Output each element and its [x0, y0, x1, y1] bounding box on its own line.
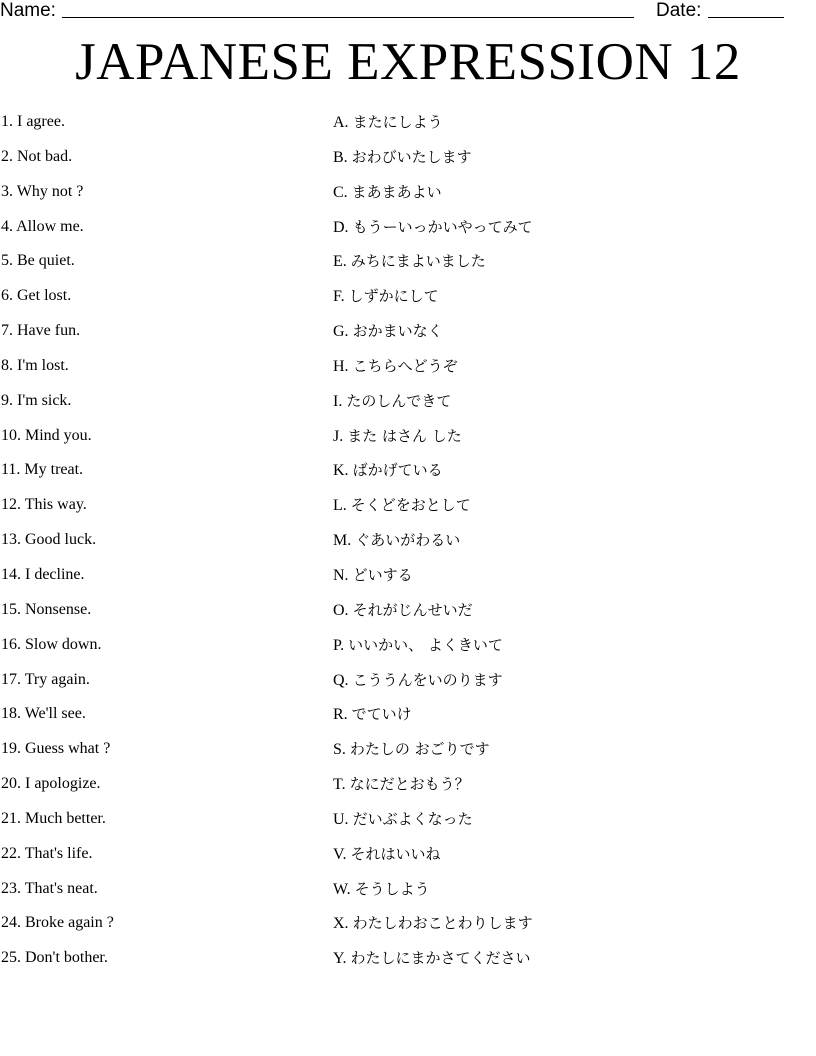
- question-item: 6. Get lost.: [1, 287, 72, 305]
- question-item: 5. Be quiet.: [1, 252, 75, 270]
- matching-row: [0, 356, 816, 391]
- answer-item: [333, 495, 471, 516]
- answer-letter: U.: [333, 810, 349, 828]
- question-item: 8. I'm lost.: [1, 356, 69, 374]
- answer-letter: W.: [333, 880, 351, 898]
- page-title: JAPANESE EXPRESSION 12: [75, 33, 741, 91]
- answer-letter: T.: [333, 776, 346, 794]
- answer-letter: Q.: [333, 671, 349, 689]
- question-item: 18. We'll see.: [1, 705, 86, 723]
- answer-letter: F.: [333, 288, 345, 306]
- answer-text: おかまいなく: [352, 322, 443, 341]
- question-item: 24. Broke again ?: [1, 914, 114, 932]
- answer-item: [333, 913, 533, 934]
- answer-text: いいかい、 よくきいて: [348, 635, 503, 654]
- answer-letter: D.: [333, 218, 349, 236]
- question-item: 7. Have fun.: [1, 322, 81, 340]
- answer-text: わたしの おごりです: [349, 740, 490, 759]
- matching-row: [0, 600, 816, 635]
- question-item: 21. Much better.: [1, 809, 106, 827]
- question-item: 12. This way.: [1, 496, 87, 514]
- answer-letter: G.: [333, 323, 349, 341]
- answer-text: それがじんせいだ: [352, 600, 473, 619]
- answer-item: [333, 704, 412, 725]
- answer-letter: H.: [333, 357, 349, 375]
- matching-row: [0, 217, 816, 252]
- question-item: 11. My treat.: [1, 461, 84, 479]
- answer-item: [333, 530, 460, 551]
- answer-item: [333, 182, 442, 203]
- answer-text: またにしよう: [352, 113, 443, 131]
- answer-letter: M.: [333, 532, 352, 550]
- answer-item: [333, 112, 443, 133]
- question-item: 17. Try again.: [1, 670, 90, 688]
- question-item: 16. Slow down.: [1, 635, 102, 653]
- matching-list: [0, 112, 816, 983]
- answer-item: [333, 879, 430, 900]
- answer-item: [333, 321, 443, 342]
- answer-text: ぐあいがわるい: [355, 531, 461, 550]
- question-item: 14. I decline.: [1, 565, 85, 583]
- answer-item: [333, 948, 531, 969]
- matching-row: [0, 147, 816, 182]
- matching-row: [0, 879, 816, 914]
- answer-text: なにだとおもう？: [349, 775, 470, 794]
- answer-item: [333, 147, 472, 168]
- matching-row: [0, 286, 816, 321]
- answer-item: [333, 844, 441, 865]
- answer-text: しずかにして: [348, 287, 439, 306]
- name-blank-field[interactable]: [62, 17, 634, 18]
- matching-row: [0, 426, 816, 461]
- answer-letter: Y.: [333, 950, 347, 968]
- answer-text: そくどをおとして: [350, 496, 471, 515]
- date-blank-field[interactable]: [708, 17, 784, 18]
- answer-letter: K.: [333, 462, 349, 480]
- question-item: 3. Why not ?: [1, 182, 84, 200]
- answer-letter: A.: [333, 114, 349, 131]
- answer-item: [333, 670, 503, 691]
- question-item: 22. That's life.: [1, 844, 93, 862]
- matching-row: [0, 635, 816, 670]
- answer-letter: R.: [333, 706, 348, 724]
- answer-item: [333, 251, 486, 272]
- answer-letter: E.: [333, 253, 347, 271]
- answer-text: たのしんできて: [346, 391, 452, 410]
- answer-letter: N.: [333, 566, 349, 584]
- answer-text: だいぶよくなった: [352, 809, 473, 828]
- answer-letter: L.: [333, 497, 347, 515]
- question-item: 2. Not bad.: [1, 147, 73, 165]
- answer-text: こちらへどうぞ: [352, 356, 458, 375]
- question-item: 23. That's neat.: [1, 879, 98, 897]
- answer-item: [333, 356, 458, 377]
- matching-row: [0, 565, 816, 600]
- date-label: Date:: [656, 0, 702, 21]
- answer-text: こううんをいのります: [352, 670, 503, 689]
- answer-text: わたしわおことわりします: [352, 914, 533, 933]
- answer-letter: J.: [333, 427, 344, 445]
- matching-row: [0, 809, 816, 844]
- matching-row: [0, 670, 816, 705]
- matching-row: [0, 391, 816, 426]
- answer-item: [333, 739, 490, 760]
- answer-letter: V.: [333, 845, 347, 863]
- answer-item: [333, 460, 443, 481]
- answer-letter: C.: [333, 183, 348, 201]
- question-item: 19. Guess what ?: [1, 740, 111, 758]
- answer-item: [333, 600, 473, 621]
- answer-text: もうーいっかいやってみて: [352, 217, 533, 236]
- answer-letter: B.: [333, 148, 348, 166]
- answer-text: わたしにまかさてください: [350, 949, 531, 968]
- answer-text: おわびいたします: [351, 147, 472, 166]
- answer-item: [333, 809, 473, 830]
- matching-row: [0, 774, 816, 809]
- question-item: 9. I'm sick.: [1, 391, 72, 409]
- matching-row: [0, 913, 816, 948]
- answer-item: [333, 426, 462, 447]
- answer-text: また はさん した: [347, 426, 462, 445]
- answer-text: どいする: [352, 565, 413, 584]
- matching-row: [0, 460, 816, 495]
- matching-row: [0, 530, 816, 565]
- question-item: 1. I agree.: [1, 113, 65, 130]
- answer-letter: S.: [333, 741, 346, 759]
- matching-row: [0, 739, 816, 774]
- answer-item: [333, 286, 439, 307]
- matching-row: [0, 495, 816, 530]
- matching-row: [0, 321, 816, 356]
- answer-item: [333, 565, 413, 586]
- answer-text: まあまあよい: [351, 182, 442, 201]
- matching-row: [0, 844, 816, 879]
- matching-row: [0, 112, 816, 147]
- answer-text: ばかげている: [352, 461, 443, 480]
- question-item: 20. I apologize.: [1, 775, 101, 793]
- question-item: 13. Good luck.: [1, 531, 97, 549]
- answer-text: でていけ: [351, 705, 412, 724]
- answer-text: みちにまよいました: [350, 252, 486, 271]
- matching-row: [0, 704, 816, 739]
- answer-letter: X.: [333, 915, 349, 933]
- answer-item: [333, 635, 503, 656]
- answer-item: [333, 774, 470, 795]
- question-item: 4. Allow me.: [1, 217, 84, 235]
- matching-row: [0, 182, 816, 217]
- answer-item: [333, 391, 451, 412]
- answer-text: そうしよう: [354, 879, 430, 898]
- answer-letter: O.: [333, 601, 349, 619]
- matching-row: [0, 251, 816, 286]
- answer-letter: P.: [333, 636, 345, 654]
- question-item: 25. Don't bother.: [1, 949, 108, 967]
- question-item: 15. Nonsense.: [1, 600, 92, 618]
- question-item: 10. Mind you.: [1, 426, 92, 444]
- answer-item: [333, 217, 533, 238]
- answer-letter: I.: [333, 392, 343, 410]
- name-label: Name:: [0, 0, 56, 21]
- answer-text: それはいいね: [350, 844, 441, 863]
- matching-row: [0, 948, 816, 983]
